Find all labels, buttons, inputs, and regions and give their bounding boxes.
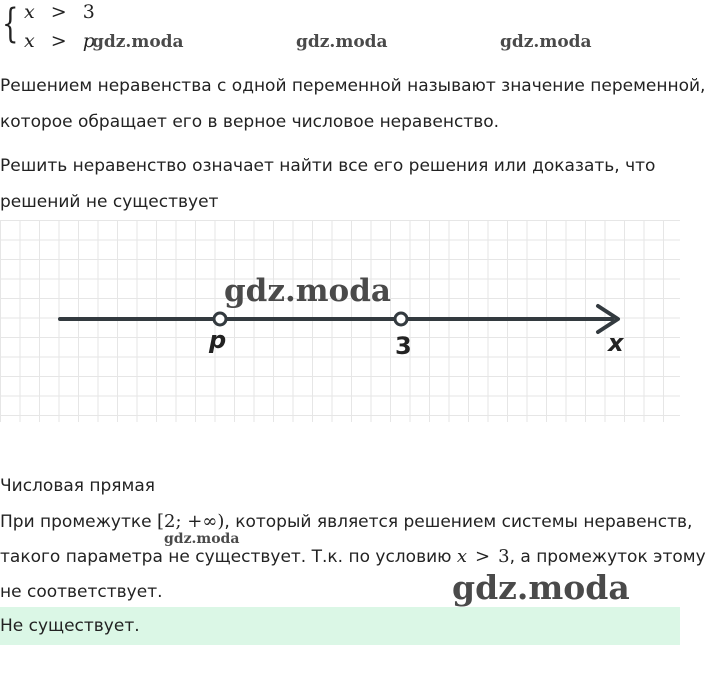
watermark-top-3: gdz.moda bbox=[500, 32, 592, 52]
system-line-2-val: p bbox=[82, 30, 95, 52]
explanation-line-3: не соответствует. bbox=[0, 582, 163, 602]
system-line-2 bbox=[24, 30, 95, 52]
explanation-line-2-part-1: такого параметра не существует. Т.к. по условию bbox=[0, 547, 457, 567]
watermark-top-2: gdz.moda bbox=[296, 32, 388, 52]
explanation-part-2: , который является решением системы неравенств, bbox=[224, 512, 693, 532]
condition-val: 3 bbox=[498, 546, 510, 567]
interval-math: [2; +∞) bbox=[157, 511, 225, 532]
watermark-top-1: gdz.moda bbox=[92, 32, 184, 52]
system-line-2-op: > bbox=[50, 30, 67, 52]
system-line-1-op: > bbox=[50, 1, 67, 23]
definition-line-2: которое обращает его в верное числовое неравенство. bbox=[0, 112, 500, 132]
figure-caption: Числовая прямая bbox=[0, 476, 155, 496]
system-line-2-var: x bbox=[24, 30, 35, 52]
system-brace: { bbox=[2, 1, 19, 47]
number-line-svg bbox=[0, 220, 680, 422]
definition-line-1: Решением неравенства с одной переменной называют значение переменной, bbox=[0, 76, 706, 96]
watermark-bottom: gdz.moda bbox=[452, 568, 630, 607]
point-3-label: 3 bbox=[395, 332, 412, 360]
answer-box bbox=[0, 607, 680, 645]
axis-x-label: x bbox=[608, 329, 624, 357]
explanation-line-1 bbox=[0, 511, 692, 532]
condition-var: x bbox=[456, 546, 468, 567]
watermark-figure: gdz.moda bbox=[224, 273, 391, 309]
system-line-1-var: x bbox=[24, 1, 35, 23]
solve-line-1: Решить неравенство означает найти все его решения или доказать, что bbox=[0, 156, 656, 176]
explanation-part-1: При промежутке bbox=[0, 512, 158, 532]
condition-op: > bbox=[475, 546, 491, 567]
watermark-inline: gdz.moda bbox=[164, 531, 240, 547]
system-line-1-val: 3 bbox=[82, 1, 95, 23]
point-p-label: p bbox=[209, 326, 227, 354]
number-line-figure bbox=[0, 220, 680, 422]
explanation-line-2-part-2: , а промежуток этому bbox=[509, 547, 706, 567]
point-3-marker bbox=[395, 313, 407, 325]
system-line-1 bbox=[24, 1, 95, 23]
explanation-line-2 bbox=[0, 546, 706, 567]
point-p-marker bbox=[214, 313, 226, 325]
answer-text: Не существует. bbox=[0, 616, 140, 636]
solve-line-2: решений не существует bbox=[0, 192, 219, 212]
